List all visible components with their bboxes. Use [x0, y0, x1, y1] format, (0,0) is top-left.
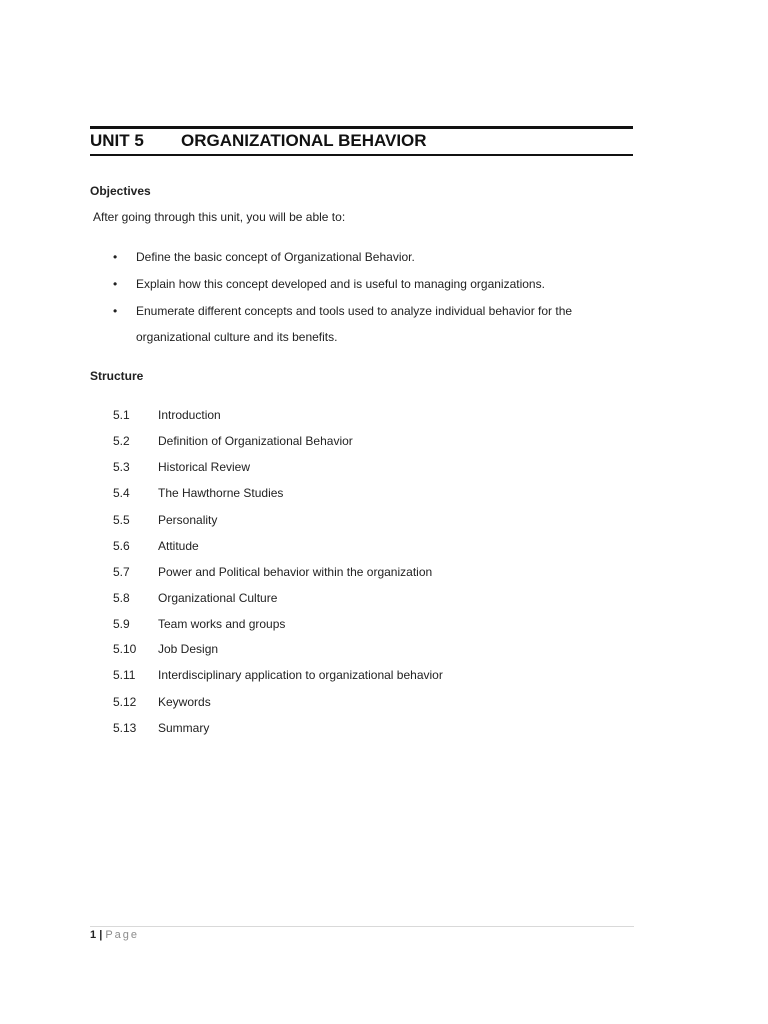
structure-item-label: Definition of Organizational Behavior	[158, 434, 353, 448]
structure-item-number: 5.4	[113, 486, 130, 500]
structure-item	[113, 434, 353, 452]
structure-item-label: Keywords	[158, 695, 211, 709]
structure-item-label: Introduction	[158, 408, 221, 422]
structure-item	[113, 721, 209, 739]
page-label: Page	[105, 929, 140, 941]
structure-item	[113, 539, 199, 557]
structure-item-number: 5.2	[113, 434, 130, 448]
structure-item	[113, 460, 250, 478]
structure-item-number: 5.12	[113, 695, 137, 709]
structure-item-number: 5.13	[113, 721, 137, 735]
unit-heading	[90, 131, 427, 151]
structure-item-label: Attitude	[158, 539, 199, 553]
structure-item-label: Job Design	[158, 642, 219, 656]
structure-item-number: 5.10	[113, 642, 137, 656]
objectives-heading: Objectives	[90, 184, 151, 198]
structure-item-label: Personality	[158, 513, 218, 527]
unit-title: ORGANIZATIONAL BEHAVIOR	[181, 131, 427, 150]
bullet-icon: •	[113, 277, 118, 291]
structure-item	[113, 642, 218, 660]
bullet-icon: •	[113, 250, 118, 264]
structure-item-label: Historical Review	[158, 460, 251, 474]
structure-item-number: 5.3	[113, 460, 130, 474]
structure-item	[113, 565, 432, 583]
structure-item-label: Summary	[158, 721, 210, 735]
structure-item	[113, 617, 285, 635]
structure-item-label: Team works and groups	[158, 617, 286, 631]
structure-item-label: Power and Political behavior within the organization	[158, 565, 433, 579]
objectives-intro: After going through this unit, you will be able to:	[93, 210, 346, 224]
structure-item-number: 5.8	[113, 591, 130, 605]
heading-top-rule	[90, 126, 633, 129]
structure-item-number: 5.1	[113, 408, 130, 422]
structure-item	[113, 591, 277, 609]
structure-item	[113, 486, 283, 504]
structure-item-label: Interdisciplinary application to organizational behavior	[158, 668, 443, 682]
unit-number: UNIT 5	[90, 131, 144, 150]
page-footer	[90, 929, 139, 941]
structure-item-number: 5.6	[113, 539, 130, 553]
footer-rule	[90, 926, 634, 927]
structure-item	[113, 513, 217, 531]
heading-bottom-rule	[90, 154, 633, 156]
objective-item: Explain how this concept developed and is useful to managing organizations.	[136, 277, 545, 291]
structure-item-number: 5.11	[113, 668, 136, 682]
page-number: 1	[90, 929, 97, 941]
objective-item: Define the basic concept of Organizational Behavior.	[136, 250, 415, 264]
structure-item	[113, 695, 211, 713]
bullet-icon: •	[113, 304, 118, 318]
structure-item-label: The Hawthorne Studies	[158, 486, 284, 500]
structure-item-number: 5.5	[113, 513, 130, 527]
footer-separator: |	[99, 929, 103, 941]
structure-item	[113, 408, 221, 426]
structure-heading: Structure	[90, 369, 144, 383]
structure-item-number: 5.9	[113, 617, 130, 631]
structure-item-label: Organizational Culture	[158, 591, 278, 605]
structure-item	[113, 668, 443, 686]
structure-item-number: 5.7	[113, 565, 130, 579]
objective-item: Enumerate different concepts and tools used to analyze individual behavior for the organizational culture and its benefits.	[136, 304, 573, 344]
